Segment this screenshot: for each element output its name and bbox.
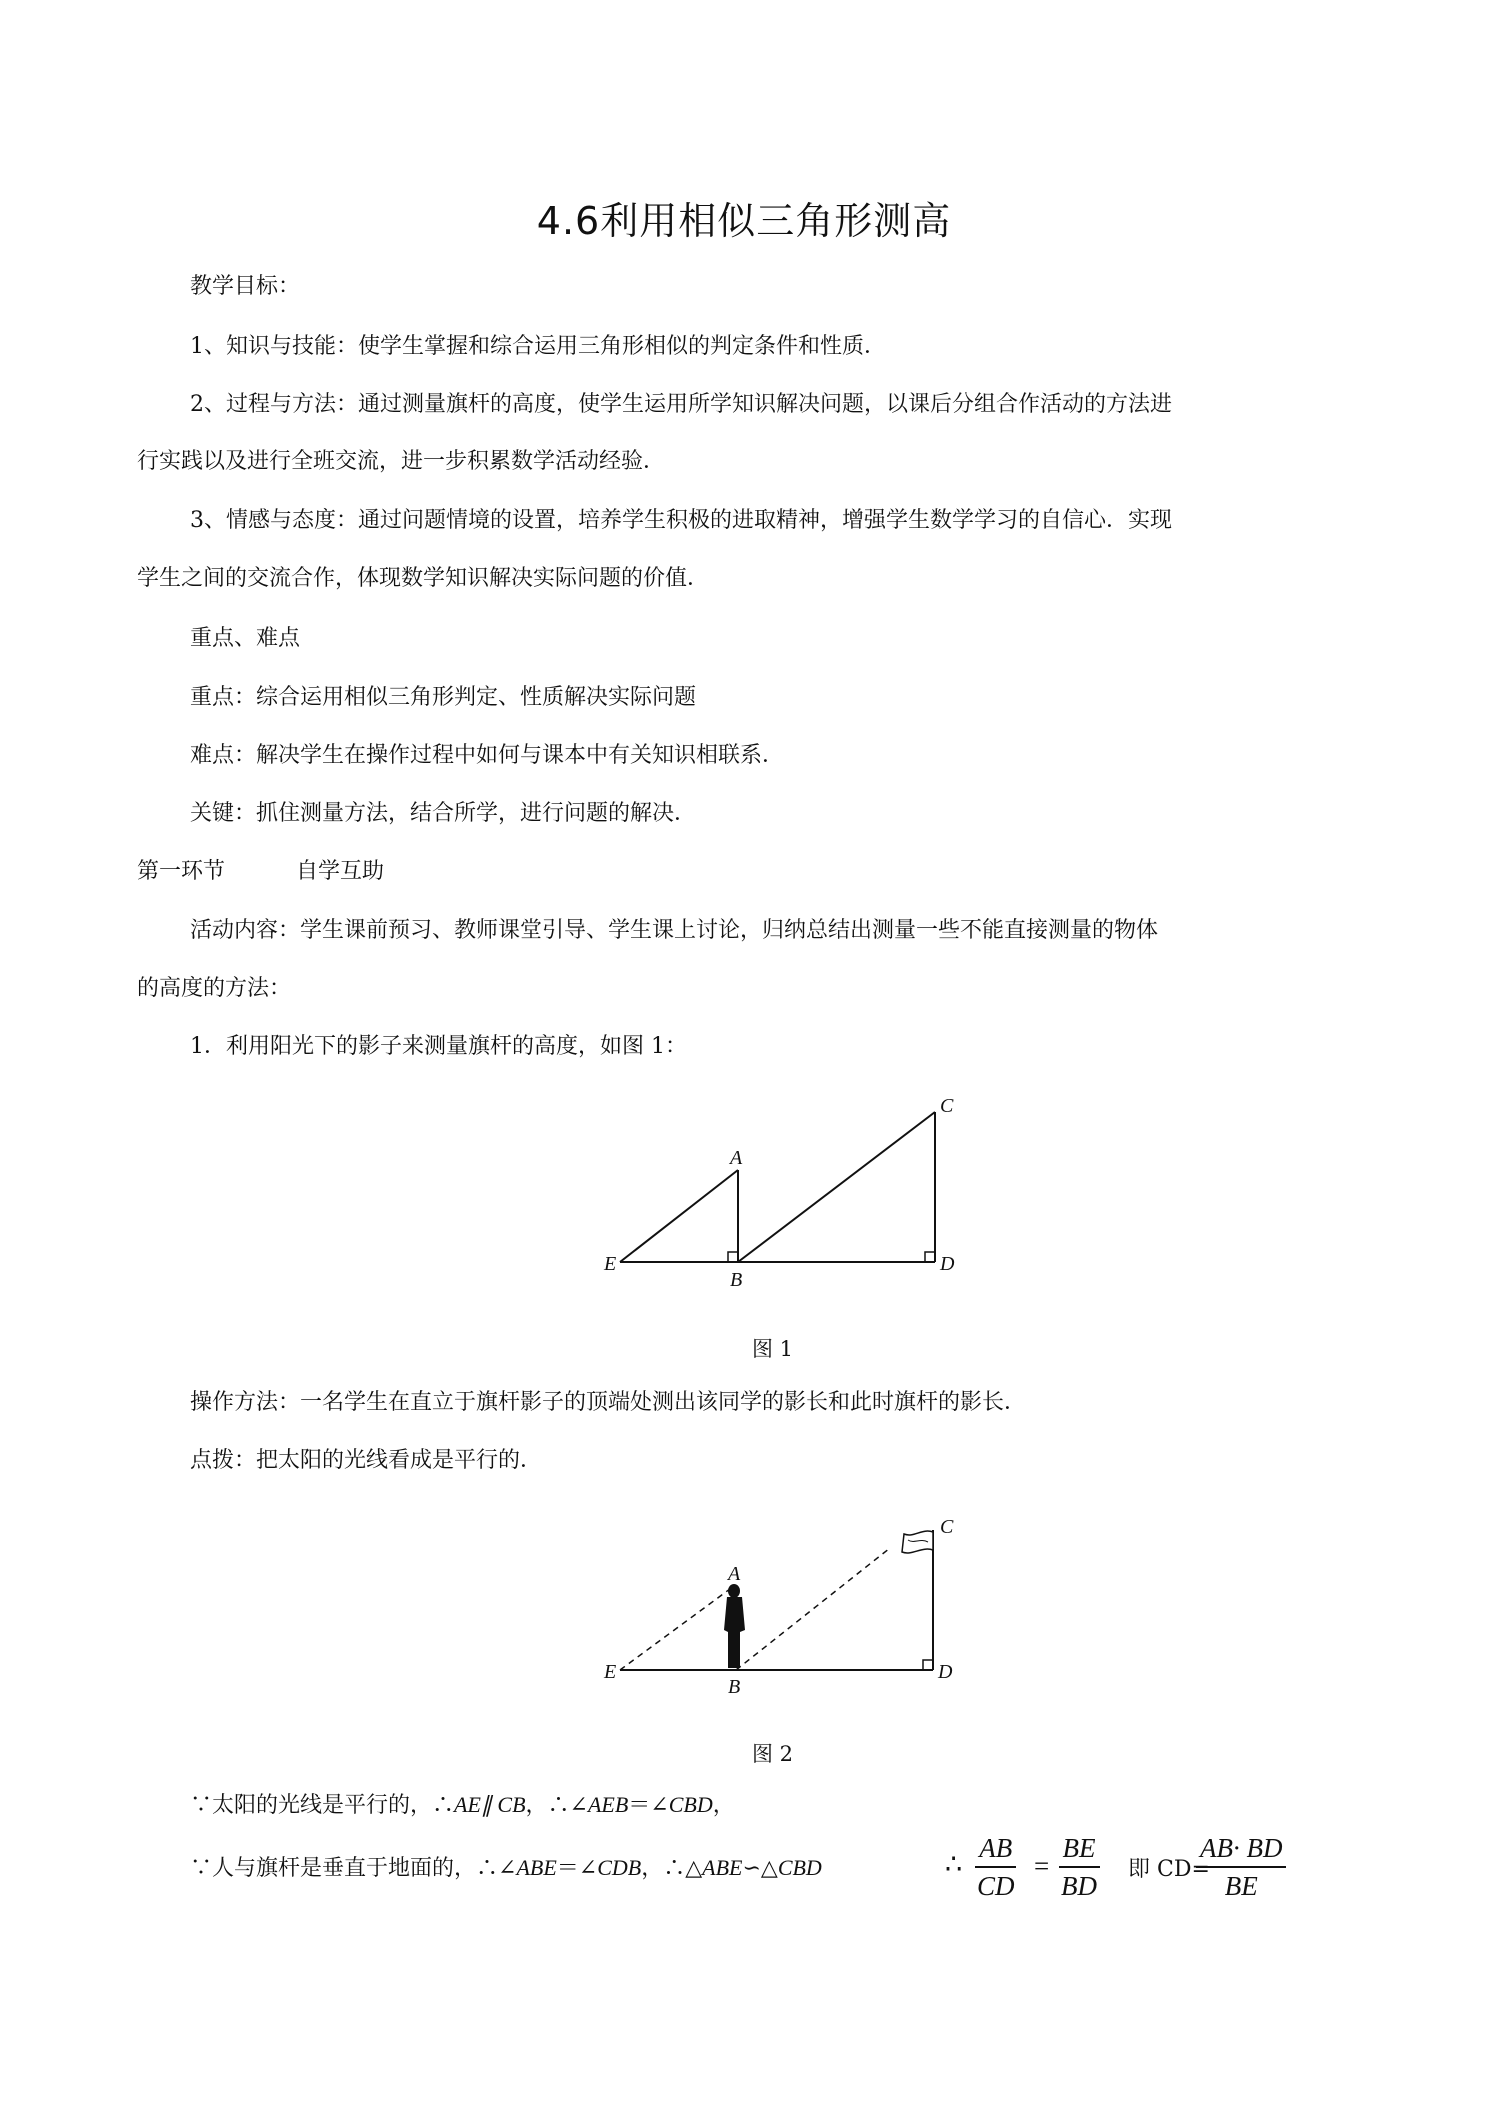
- figure-1-caption: 图 1: [752, 1337, 794, 1361]
- goal-knowledge: 1、知识与技能：使学生掌握和综合运用三角形相似的判定条件和性质．: [190, 334, 886, 359]
- figure-1-diagram: [590, 1090, 990, 1300]
- goal-process-line1: 2、过程与方法：通过测量旗杆的高度，使学生运用所学知识解决问题，以课后分组合作活动的方法进: [190, 392, 1173, 417]
- method-1: 1．利用阳光下的影子来测量旗杆的高度，如图 1：: [190, 1034, 687, 1059]
- reasoning-line-2: [190, 1853, 822, 1884]
- goal-process-line2: 行实践以及进行全班交流，进一步积累数学活动经验．: [137, 449, 666, 474]
- label-e: E: [604, 1253, 617, 1275]
- reasoning-text: ，∴△: [641, 1856, 703, 1881]
- section-label: 第一环节: [137, 859, 226, 884]
- difficulty-point: 难点：解决学生在操作过程中如何与课本中有关知识相联系．: [190, 743, 785, 768]
- activity-line1: 活动内容：学生课前预习、教师课堂引导、学生课上讨论，归纳总结出测量一些不能直接测量的物体: [190, 918, 1159, 943]
- sun-ray-ea: [620, 1586, 734, 1670]
- angle-name: CDB: [597, 1855, 642, 1880]
- fraction-numerator: AB: [975, 1832, 1016, 1868]
- fraction-denominator: CD: [977, 1871, 1015, 1901]
- sun-ray-bc: [736, 1548, 890, 1670]
- section-title: 自学互助: [296, 859, 385, 884]
- angle-name: ABE: [516, 1855, 557, 1880]
- reasoning-text: ，: [712, 1793, 735, 1818]
- flag: [902, 1531, 933, 1553]
- equals-sign: =: [1034, 1851, 1050, 1881]
- reasoning-text: ＝∠: [556, 1856, 598, 1881]
- goal-attitude-line2: 学生之间的交流合作，体现数学知识解决实际问题的价值．: [137, 566, 710, 591]
- page-title: 4.6利用相似三角形测高: [536, 199, 952, 243]
- label-d: D: [940, 1253, 955, 1275]
- conclusion-label: 即 CD=: [1128, 1857, 1210, 1882]
- fraction-denominator: BE: [1224, 1871, 1258, 1901]
- right-angle-d: [923, 1660, 933, 1670]
- fraction-numerator: BE: [1059, 1832, 1100, 1868]
- segment-bc: [738, 1112, 935, 1262]
- similar-symbol: ∽△: [742, 1856, 778, 1881]
- crux-point: 关键：抓住测量方法，结合所学，进行问题的解决．: [190, 801, 697, 826]
- reasoning-text: ∵人与旗杆是垂直于地面的，∴∠: [190, 1856, 517, 1881]
- label-c: C: [940, 1516, 954, 1538]
- angle-name: CBD: [668, 1792, 713, 1817]
- fraction-cd-result: [1196, 1832, 1286, 1902]
- label-b: B: [730, 1269, 743, 1291]
- key-point: 重点：综合运用相似三角形判定、性质解决实际问题: [190, 685, 697, 710]
- reasoning-line-1: [190, 1790, 735, 1821]
- label-c: C: [940, 1095, 954, 1117]
- operation-method: 操作方法：一名学生在直立于旗杆影子的顶端处测出该同学的影长和此时旗杆的影长．: [190, 1390, 1027, 1415]
- right-angle-b: [728, 1252, 738, 1262]
- label-a: A: [730, 1147, 743, 1169]
- reasoning-text: ，∴∠: [525, 1793, 588, 1818]
- fraction-numerator: AB· BD: [1196, 1832, 1286, 1868]
- reasoning-text: ∵太阳的光线是平行的，∴: [190, 1793, 455, 1818]
- therefore-symbol: ∴: [945, 1849, 963, 1879]
- parallel-statement: AE∥ CB: [454, 1792, 526, 1817]
- goal-attitude-line1: 3、情感与态度：通过问题情境的设置，培养学生积极的进取精神，增强学生数学学习的自信心．实现: [190, 508, 1173, 533]
- figure-2-diagram: [590, 1500, 990, 1710]
- goal-heading: 教学目标：: [190, 274, 301, 299]
- label-a: A: [728, 1563, 741, 1585]
- reasoning-text: ＝∠: [628, 1793, 669, 1818]
- fraction-be-bd: [1057, 1832, 1101, 1902]
- label-b: B: [728, 1676, 741, 1698]
- hint: 点拨：把太阳的光线看成是平行的．: [190, 1448, 543, 1473]
- person-silhouette: [724, 1584, 745, 1668]
- activity-line2: 的高度的方法：: [137, 976, 292, 1001]
- right-angle-d: [925, 1252, 935, 1262]
- triangle-name: ABE: [702, 1855, 743, 1880]
- fraction-ab-cd: [973, 1832, 1019, 1902]
- key-heading: 重点、难点: [190, 626, 301, 651]
- angle-name: AEB: [587, 1792, 629, 1817]
- figure-2-caption: 图 2: [752, 1742, 794, 1766]
- triangle-name: CBD: [777, 1855, 822, 1880]
- segment-ea: [620, 1170, 738, 1262]
- label-e: E: [604, 1661, 617, 1683]
- fraction-denominator: BD: [1061, 1871, 1097, 1901]
- label-d: D: [938, 1661, 953, 1683]
